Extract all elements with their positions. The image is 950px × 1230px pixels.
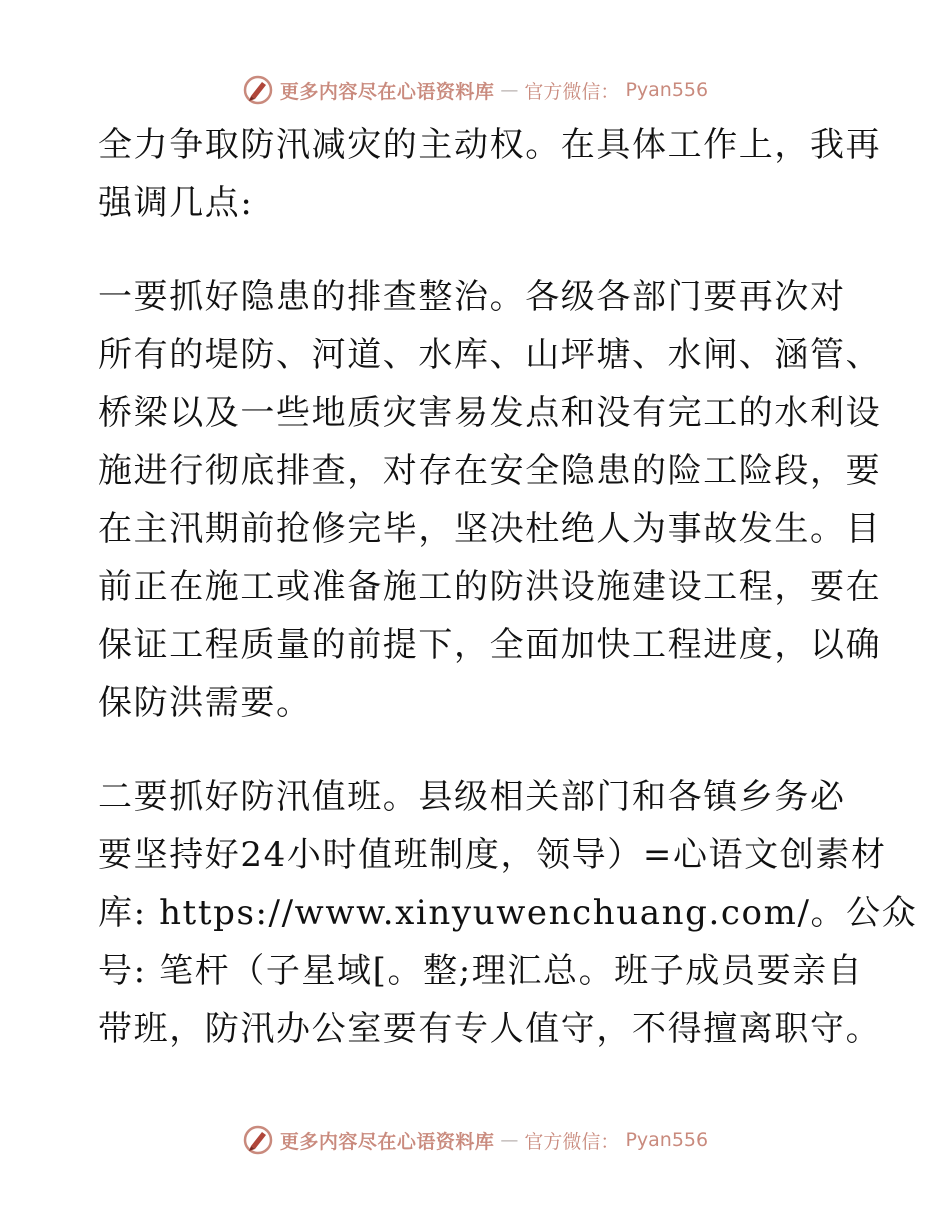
watermark-separator: — <box>500 1129 519 1151</box>
text-line: 保证工程质量的前提下，全面加快工程进度，以确 <box>98 625 882 665</box>
text-line: 强调几点: <box>98 183 254 223</box>
watermark-site-text: 更多内容尽在心语资料库 <box>279 1130 495 1153</box>
text-line: 施进行彻底排查，对存在安全隐患的险工险段，要 <box>98 451 882 491</box>
pen-quill-logo-icon <box>242 1124 274 1156</box>
text-line-with-link: 库: https://www.xinyuwenchuang.com/。公众 <box>98 893 918 933</box>
watermark-wechat-id: Pyan556 <box>625 79 709 101</box>
paragraph-3 <box>98 768 918 1058</box>
text-line: 所有的堤防、河道、水库、山坪塘、水闸、涵管、 <box>98 335 882 375</box>
paragraph-2 <box>98 268 882 732</box>
header-watermark <box>0 72 950 108</box>
document-body <box>98 116 918 1058</box>
text-line: 号: 笔杆（子星域[。整;理汇总。班子成员要亲自 <box>98 951 864 991</box>
watermark-wechat-id: Pyan556 <box>625 1129 709 1151</box>
text-line: 全力争取防汛减灾的主动权。在具体工作上，我再 <box>98 125 882 165</box>
watermark-wechat-label: 官方微信： <box>524 80 620 103</box>
text-line: 桥梁以及一些地质灾害易发点和没有完工的水利设 <box>98 393 882 433</box>
text-line: 一要抓好隐患的排查整治。各级各部门要再次对 <box>98 277 846 317</box>
text-line: 二要抓好防汛值班。县级相关部门和各镇乡务必 <box>98 777 846 817</box>
pen-quill-logo-icon <box>242 74 274 106</box>
text-line: 保防洪需要。 <box>98 683 312 723</box>
watermark-separator: — <box>500 79 519 101</box>
text-line: 在主汛期前抢修完毕，坚决杜绝人为事故发生。目 <box>98 509 882 549</box>
text-line: 前正在施工或准备施工的防洪设施建设工程，要在 <box>98 567 882 607</box>
paragraph-1 <box>98 116 882 232</box>
watermark-wechat-label: 官方微信： <box>524 1130 620 1153</box>
text-line: 要坚持好24小时值班制度，领导）=心语文创素材 <box>98 835 887 875</box>
watermark-site-text: 更多内容尽在心语资料库 <box>279 80 495 103</box>
text-line: 带班，防汛办公室要有专人值守，不得擅离职守。 <box>98 1009 882 1049</box>
footer-watermark <box>0 1122 950 1158</box>
